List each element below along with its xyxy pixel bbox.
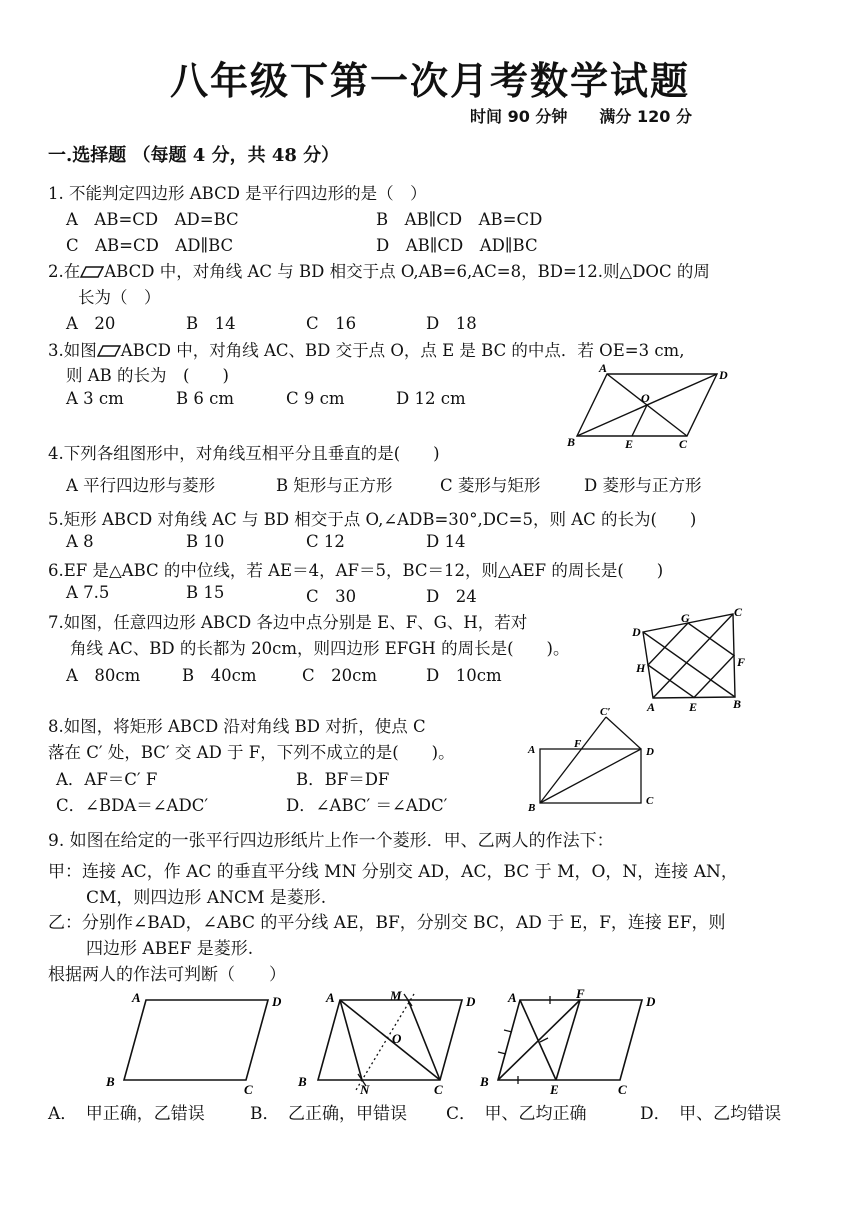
q3-option-a: A 3 cm — [66, 389, 124, 408]
q9-parallelogram-figure-3-yi — [476, 986, 666, 1096]
q7-label-a: A — [647, 700, 656, 714]
q2-text: ABCD 中，对角线 AC 与 BD 相交于点 O,AB=6,AC=8，BD=12.则△DOC 的周 — [104, 262, 710, 281]
q5-option-c: C 12 — [306, 532, 345, 551]
q9b-label-m: M — [390, 988, 402, 1003]
q9c-label-a: A — [508, 990, 517, 1005]
q6-option-c: C 30 — [306, 587, 357, 606]
q9-parallelogram-figure-2-jia — [290, 986, 480, 1096]
q9-option-b: B． 乙正确，甲错误 — [250, 1104, 407, 1124]
q8-label-cprime: C′ — [600, 706, 611, 718]
q8-option-b: B．BF＝DF — [296, 770, 390, 789]
q5-option-a: A 8 — [66, 532, 94, 551]
q2-option-c: C 16 — [306, 314, 357, 333]
q2-option-a: A 20 — [66, 314, 116, 333]
question-1: 1. 不能判定四边形 ABCD 是平行四边形的是（ ） — [48, 184, 427, 203]
q5-option-b: B 10 — [186, 532, 225, 551]
q9-option-d: D． 甲、乙均错误 — [640, 1104, 782, 1124]
q9c-label-f: F — [576, 986, 585, 1001]
q9b-label-d: D — [466, 994, 476, 1009]
q8-label-c: C — [646, 795, 654, 807]
q3-option-b: B 6 cm — [176, 389, 234, 408]
q7-label-d: D — [632, 625, 641, 639]
question-8: 8.如图，将矩形 ABCD 沿对角线 BD 对折，使点 C — [48, 717, 426, 736]
q7-option-a: A 80cm — [66, 666, 141, 685]
question-7: 7.如图，任意四边形 ABCD 各边中点分别是 E、F、G、H，若对 — [48, 613, 528, 632]
q8-option-c: C．∠BDA＝∠ADC′ — [56, 796, 209, 815]
q8-option-a: A．AF＝C′ F — [56, 770, 158, 789]
section-title: 一.选择题 （每题 4 分，共 48 分） — [48, 145, 340, 166]
question-7-cont: 角线 AC、BD 的长都为 20cm，则四边形 EFGH 的周长是( )。 — [70, 639, 570, 658]
q9b-label-c: C — [434, 1082, 443, 1096]
q7-quadrilateral-figure — [625, 600, 755, 715]
q9c-label-c: C — [618, 1082, 627, 1096]
q8-label-d: D — [646, 746, 654, 758]
q3-parallelogram-figure — [565, 360, 735, 450]
question-4: 4.下列各组图形中，对角线互相平分且垂直的是( ) — [48, 444, 440, 463]
parallelogram-symbol-icon — [80, 266, 104, 278]
q4-option-c: C 菱形与矩形 — [440, 476, 541, 495]
q6-option-a: A 7.5 — [66, 583, 110, 602]
q7-label-h: H — [636, 661, 646, 675]
question-6: 6.EF 是△ABC 的中位线，若 AE＝4，AF＝5，BC＝12，则△AEF 的周长是( ) — [48, 561, 664, 580]
page-title: 八年级下第一次月考数学试题 — [170, 59, 691, 103]
q3-label-d: D — [719, 368, 728, 382]
q4-option-d: D 菱形与正方形 — [584, 476, 702, 495]
q5-option-d: D 14 — [426, 532, 466, 551]
q2-prefix: 2.在 — [48, 262, 81, 281]
q1-option-d: D AB∥CD AD∥BC — [376, 236, 538, 255]
q3-prefix: 3.如图 — [48, 341, 97, 360]
q3-label-o: O — [641, 391, 650, 405]
q3-label-a: A — [599, 361, 608, 375]
q9b-label-n: N — [360, 1082, 370, 1096]
q3-label-c: C — [679, 437, 688, 450]
q9c-label-e: E — [550, 1082, 559, 1096]
q3-option-d: D 12 cm — [396, 389, 466, 408]
q9a-label-a: A — [132, 990, 141, 1005]
q9-judge: 根据两人的作法可判断（ ） — [48, 965, 286, 985]
q9a-label-c: C — [244, 1082, 253, 1094]
q9a-label-d: D — [272, 994, 282, 1009]
q8-label-f: F — [574, 738, 582, 750]
q8-label-a: A — [528, 744, 536, 756]
q9-method-yi-1: 乙：分别作∠BAD，∠ABC 的平分线 AE，BF，分别交 BC，AD 于 E，F，连接 EF，则 — [48, 913, 726, 933]
q1-option-b: B AB∥CD AB=CD — [376, 210, 543, 229]
q7-label-g: G — [681, 611, 690, 625]
q9-method-jia-1: 甲：连接 AC，作 AC 的垂直平分线 MN 分别交 AD，AC，BC 于 M，O，N，连接 AN， — [48, 862, 738, 882]
q9-method-jia-2: CM，则四边形 ANCM 是菱形. — [86, 888, 327, 908]
q7-label-f: F — [737, 655, 746, 669]
q7-option-d: D 10cm — [426, 666, 502, 685]
q4-option-a: A 平行四边形与菱形 — [66, 476, 216, 495]
q7-label-e: E — [689, 700, 698, 714]
question-2 — [48, 258, 710, 282]
q2-option-d: D 18 — [426, 314, 477, 333]
q9-option-a: A． 甲正确，乙错误 — [48, 1104, 205, 1124]
q9a-label-b: B — [106, 1074, 115, 1089]
q3-label-e: E — [625, 437, 634, 450]
q3-text: ABCD 中，对角线 AC、BD 交于点 O，点 E 是 BC 的中点．若 OE=3 cm, — [120, 341, 685, 360]
q8-folded-rectangle-figure — [520, 703, 670, 813]
question-5: 5.矩形 ABCD 对角线 AC 与 BD 相交于点 O,∠ADB=30°,DC=5，则 AC 的长为( ) — [48, 510, 697, 529]
q4-option-b: B 矩形与正方形 — [276, 476, 393, 495]
q8-option-d: D．∠ABC′ ＝∠ADC′ — [286, 796, 448, 815]
q9c-label-b: B — [480, 1074, 489, 1089]
q7-option-c: C 20cm — [302, 666, 378, 685]
q1-option-a: A AB=CD AD=BC — [66, 210, 239, 229]
question-9: 9. 如图在给定的一张平行四边形纸片上作一个菱形．甲、乙两人的作法下： — [48, 831, 614, 851]
q3-option-c: C 9 cm — [286, 389, 345, 408]
question-2-cont: 长为（ ） — [78, 288, 161, 307]
question-3 — [48, 337, 684, 361]
q9b-label-b: B — [298, 1074, 307, 1089]
q3-label-b: B — [567, 435, 576, 449]
q8-label-b: B — [528, 802, 536, 813]
question-3-cont: 则 AB 的长为 ( ) — [66, 366, 229, 385]
q6-option-d: D 24 — [426, 587, 477, 606]
q7-option-b: B 40cm — [182, 666, 257, 685]
exam-info: 时间 90 分钟 满分 120 分 — [470, 107, 692, 126]
q7-label-c: C — [734, 605, 743, 619]
q9b-label-o: O — [392, 1031, 402, 1046]
q6-option-b: B 15 — [186, 583, 225, 602]
q9-option-c: C． 甲、乙均正确 — [446, 1104, 587, 1124]
q9c-label-d: D — [646, 994, 656, 1009]
q9b-label-a: A — [326, 990, 335, 1005]
q9-parallelogram-figure-1 — [100, 986, 290, 1094]
q1-option-c: C AB=CD AD∥BC — [66, 236, 234, 255]
q2-option-b: B 14 — [186, 314, 236, 333]
q7-label-b: B — [733, 697, 742, 711]
q9-method-yi-2: 四边形 ABEF 是菱形. — [86, 939, 254, 959]
question-8-cont: 落在 C′ 处，BC′ 交 AD 于 F，下列不成立的是( )。 — [48, 743, 455, 762]
parallelogram-symbol-icon — [97, 345, 121, 357]
